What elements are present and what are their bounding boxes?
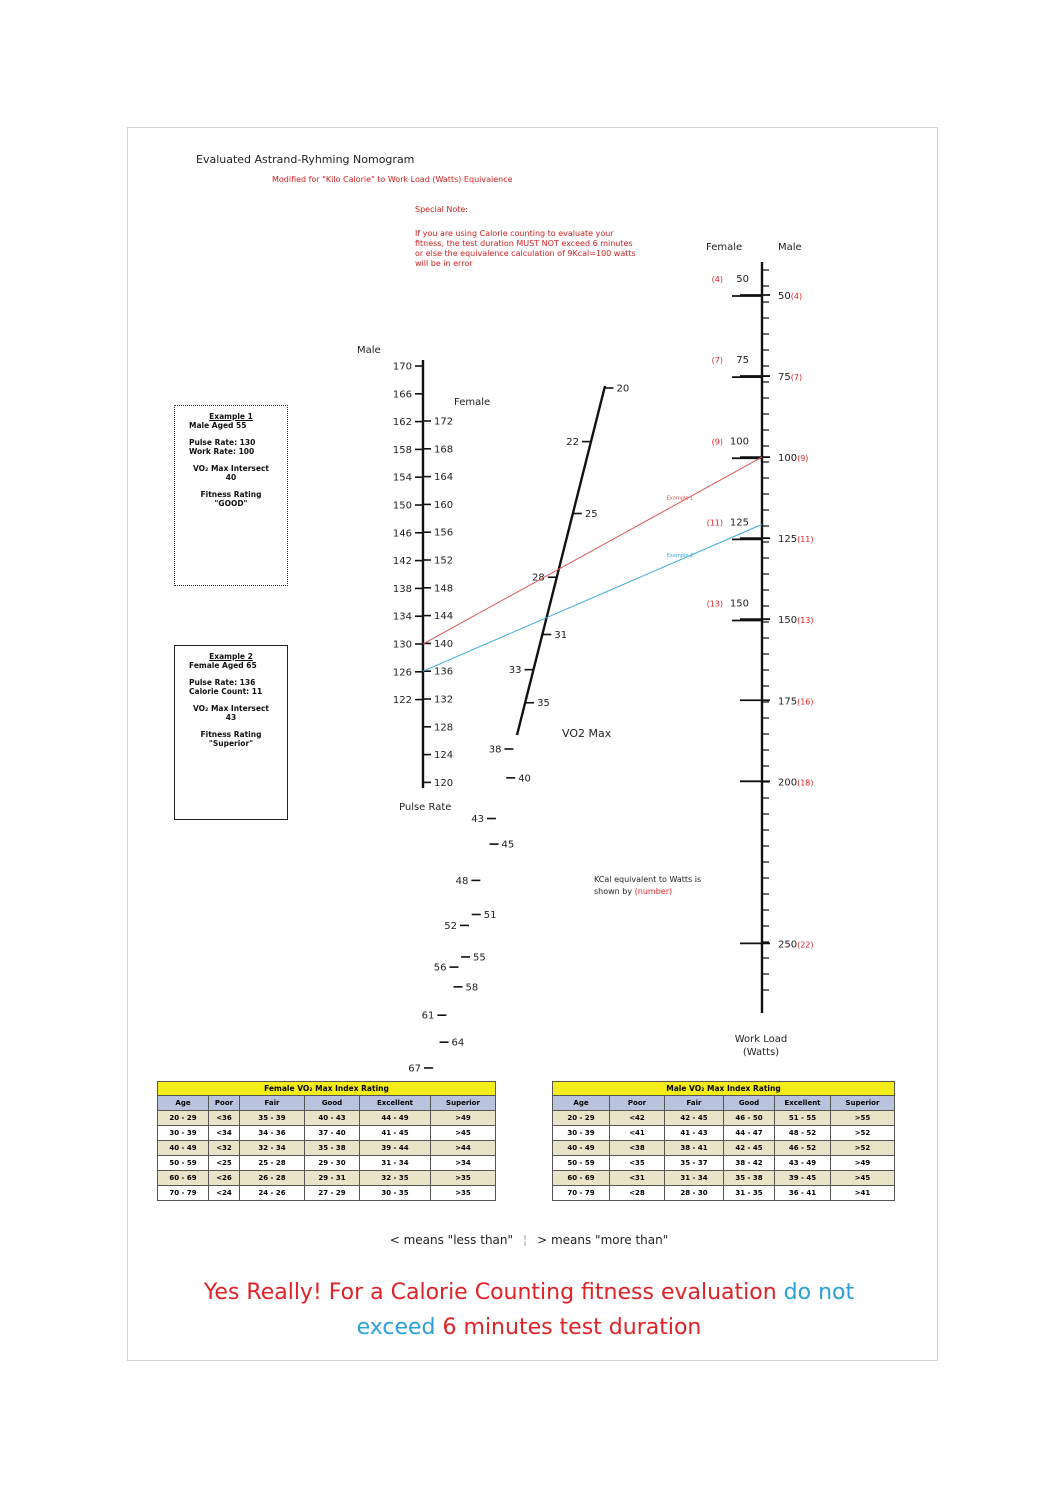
- table-cell: 31 - 35: [724, 1186, 775, 1201]
- table-cell: 36 - 41: [775, 1186, 831, 1201]
- male-table-row: [553, 1126, 895, 1141]
- table-cell: 43 - 49: [775, 1156, 831, 1171]
- male-table-row: [553, 1111, 895, 1126]
- female-col-fair: Fair: [240, 1096, 305, 1111]
- table-cell: <28: [610, 1186, 665, 1201]
- male-col-superior: Superior: [831, 1096, 895, 1111]
- pulse-male-label: 170: [392, 361, 412, 373]
- vo2-left-label: 52: [444, 920, 457, 932]
- table-cell: 24 - 26: [240, 1186, 305, 1201]
- vo2-right-label: 64: [451, 1037, 465, 1049]
- workload-female-watts: 150: [729, 598, 749, 610]
- table-cell: 20 - 29: [553, 1111, 610, 1126]
- table-cell: 30 - 39: [553, 1126, 610, 1141]
- pulse-female-label: 168: [434, 444, 454, 456]
- kcal-note-line-1: KCal equivalent to Watts is: [594, 875, 702, 884]
- male-col-poor: Poor: [610, 1096, 665, 1111]
- legend-less-than: < means "less than": [389, 1233, 514, 1247]
- workload-female-kcal: (4): [711, 275, 723, 284]
- pulse-female-label: 136: [434, 666, 454, 678]
- male-table-row: [553, 1186, 895, 1201]
- female-table-row: [158, 1126, 496, 1141]
- table-cell: <41: [610, 1126, 665, 1141]
- special-note-title: Special Note:: [415, 205, 468, 214]
- example-2-rating-label: Fitness Rating: [200, 730, 262, 739]
- table-cell: >45: [831, 1171, 895, 1186]
- table-cell: <34: [209, 1126, 240, 1141]
- table-cell: 46 - 50: [724, 1111, 775, 1126]
- vo2-left-label: 67: [408, 1063, 422, 1075]
- workload-female-kcal: (11): [706, 518, 723, 528]
- pulse-female-label: 152: [434, 555, 454, 567]
- page-subtitle: Modified for "Kilo Calorie" to Work Load (Watts) Equivalence: [272, 175, 513, 184]
- workload-female-watts: 75: [736, 355, 749, 367]
- table-cell: 42 - 45: [724, 1141, 775, 1156]
- table-cell: 39 - 45: [775, 1171, 831, 1186]
- example-2-vo2-value: 43: [225, 713, 237, 722]
- female-col-age: Age: [158, 1096, 209, 1111]
- workload-male-label: [778, 372, 802, 383]
- table-cell: >49: [831, 1156, 895, 1171]
- male-col-good: Good: [724, 1096, 775, 1111]
- table-cell: 31 - 34: [360, 1156, 431, 1171]
- workload-male-kcal: (13): [797, 616, 814, 626]
- workload-male-watts: 100: [778, 453, 798, 465]
- workload-female-kcal: (7): [711, 356, 723, 366]
- workload-male-kcal: (9): [797, 454, 809, 464]
- pulse-female-label: 156: [434, 527, 454, 539]
- example-1-rating-value: "GOOD": [214, 499, 248, 508]
- warning-part-3: exceed: [356, 1315, 436, 1340]
- table-cell: 46 - 52: [775, 1141, 831, 1156]
- vo2-left-label: 22: [566, 437, 579, 449]
- example-2-box: [174, 645, 288, 820]
- table-cell: 32 - 35: [360, 1171, 431, 1186]
- vo2-right-label: 31: [554, 629, 568, 641]
- example-1-rating-label: Fitness Rating: [200, 490, 262, 499]
- table-cell: 32 - 34: [240, 1141, 305, 1156]
- example-1-work: Work Rate: 100: [189, 447, 255, 456]
- table-cell: 35 - 38: [305, 1141, 360, 1156]
- example-2-title: Example 2: [209, 652, 253, 661]
- example-1-vo2-label: VO₂ Max Intersect: [193, 464, 269, 473]
- table-cell: 30 - 35: [360, 1186, 431, 1201]
- legend-more-than: > means "more than": [537, 1233, 669, 1247]
- pulse-male-label: 134: [392, 611, 412, 623]
- table-cell: 50 - 59: [158, 1156, 209, 1171]
- table-cell: 41 - 45: [360, 1126, 431, 1141]
- table-cell: 44 - 47: [724, 1126, 775, 1141]
- workload-male-watts: 200: [778, 777, 798, 789]
- workload-male-label: [778, 291, 802, 302]
- table-cell: 35 - 37: [665, 1156, 724, 1171]
- table-cell: <35: [610, 1156, 665, 1171]
- example-2-calorie: Calorie Count: 11: [189, 687, 263, 696]
- table-cell: 31 - 34: [665, 1171, 724, 1186]
- table-cell: 60 - 69: [158, 1171, 209, 1186]
- table-cell: >35: [431, 1171, 496, 1186]
- pulse-female-label: 128: [434, 722, 454, 734]
- workload-male-watts: 50: [778, 291, 791, 302]
- workload-footer-1: Work Load: [734, 1034, 788, 1045]
- warning-part-4: 6 minutes test duration: [435, 1315, 702, 1340]
- workload-female-kcal: (9): [711, 437, 723, 447]
- duration-warning: [180, 1275, 878, 1345]
- workload-female-watts: 50: [736, 274, 749, 285]
- table-cell: 70 - 79: [553, 1186, 610, 1201]
- vo2-left-label: 56: [433, 962, 447, 974]
- table-cell: <31: [610, 1171, 665, 1186]
- pulse-male-label: 122: [392, 695, 412, 707]
- example-line-2: [423, 524, 762, 671]
- table-cell: 44 - 49: [360, 1111, 431, 1126]
- table-cell: 40 - 43: [305, 1111, 360, 1126]
- workload-male-header: Male: [778, 242, 802, 253]
- pulse-male-label: 130: [392, 639, 412, 651]
- table-cell: 34 - 36: [240, 1126, 305, 1141]
- table-cell: 40 - 49: [553, 1141, 610, 1156]
- vo2-left-label: 61: [421, 1010, 435, 1022]
- workload-male-label: [778, 777, 814, 788]
- table-cell: 50 - 59: [553, 1156, 610, 1171]
- male-table-row: [553, 1156, 895, 1171]
- female-table-row: [158, 1171, 496, 1186]
- table-cell: 29 - 31: [305, 1171, 360, 1186]
- vo2-left-label: 38: [488, 744, 502, 756]
- vo2-right-label: 35: [537, 698, 550, 710]
- vo2-right-label: 40: [518, 773, 531, 785]
- example-1-box: [174, 405, 288, 586]
- warning-part-1: Yes Really! For a Calorie Counting fitness evaluation: [203, 1280, 784, 1305]
- vo2-right-label: 55: [473, 952, 486, 964]
- female-rating-table: [157, 1081, 496, 1201]
- vo2-right-label: 20: [616, 383, 630, 395]
- pulse-male-label: 162: [392, 417, 412, 429]
- pulse-female-label: 120: [434, 777, 454, 789]
- table-cell: 48 - 52: [775, 1126, 831, 1141]
- female-col-excellent: Excellent: [360, 1096, 431, 1111]
- pulse-female-label: 132: [434, 694, 454, 706]
- female-col-superior: Superior: [431, 1096, 496, 1111]
- table-cell: >52: [831, 1126, 895, 1141]
- table-cell: >35: [431, 1186, 496, 1201]
- table-cell: <32: [209, 1141, 240, 1156]
- table-cell: >52: [831, 1141, 895, 1156]
- workload-male-kcal: (18): [797, 778, 814, 788]
- vo2-right-label: 51: [483, 909, 497, 921]
- vo2-label: VO2 Max: [562, 727, 612, 740]
- female-table-row: [158, 1186, 496, 1201]
- pulse-footer: Pulse Rate: [399, 802, 452, 813]
- vo2-right-label: 58: [465, 982, 479, 994]
- table-cell: <24: [209, 1186, 240, 1201]
- table-cell: >55: [831, 1111, 895, 1126]
- workload-female-kcal: (13): [706, 599, 723, 609]
- workload-male-label: [778, 615, 814, 626]
- legend-separator: ¦: [523, 1233, 528, 1247]
- vo2-axis: [517, 386, 605, 735]
- workload-male-label: [778, 939, 814, 950]
- kcal-note-prefix: shown by: [594, 887, 635, 896]
- special-note-text: If you are using Calorie counting to evaluate your fitness, the test duration MUST NOT exceed 6 minutes or else the equivalence calculation of 9Kcal=100 watts will be in error: [415, 229, 636, 268]
- pulse-female-label: 172: [434, 416, 454, 428]
- table-cell: 40 - 49: [158, 1141, 209, 1156]
- workload-male-watts: 125: [778, 534, 798, 546]
- table-cell: 42 - 45: [665, 1111, 724, 1126]
- example-1-vo2-value: 40: [225, 473, 237, 482]
- table-cell: 29 - 30: [305, 1156, 360, 1171]
- table-cell: 38 - 41: [665, 1141, 724, 1156]
- table-cell: 28 - 30: [665, 1186, 724, 1201]
- workload-male-watts: 75: [778, 372, 791, 384]
- workload-female-watts: 125: [729, 517, 749, 529]
- example-line-label-1: Example 1: [666, 495, 694, 502]
- page-title: Evaluated Astrand-Ryhming Nomogram: [196, 153, 415, 166]
- pulse-male-label: 142: [392, 556, 412, 568]
- example-2-vo2-label: VO₂ Max Intersect: [193, 704, 269, 713]
- table-cell: 35 - 38: [724, 1171, 775, 1186]
- table-cell: 26 - 28: [240, 1171, 305, 1186]
- example-2-pulse: Pulse Rate: 136: [189, 678, 256, 687]
- table-cell: <25: [209, 1156, 240, 1171]
- female-col-poor: Poor: [209, 1096, 240, 1111]
- table-cell: 38 - 42: [724, 1156, 775, 1171]
- pulse-male-label: 138: [392, 583, 412, 595]
- pulse-female-label: 124: [434, 750, 454, 762]
- table-cell: <36: [209, 1111, 240, 1126]
- female-table-row: [158, 1156, 496, 1171]
- workload-male-label: [778, 453, 808, 464]
- table-cell: <26: [209, 1171, 240, 1186]
- workload-female-watts: 100: [729, 436, 749, 448]
- table-cell: 20 - 29: [158, 1111, 209, 1126]
- workload-male-kcal: (11): [797, 535, 814, 545]
- workload-female-header: Female: [706, 242, 743, 253]
- kcal-note-line-2: [594, 887, 672, 896]
- male-table-row: [553, 1171, 895, 1186]
- workload-male-watts: 250: [778, 939, 798, 951]
- table-cell: >44: [431, 1141, 496, 1156]
- example-line-1: [423, 457, 762, 644]
- pulse-male-label: 154: [392, 472, 412, 484]
- workload-male-label: [778, 696, 814, 707]
- pulse-female-label: 148: [434, 583, 454, 595]
- male-table-header-row: [553, 1096, 895, 1111]
- pulse-male-label: 126: [392, 667, 412, 679]
- female-table-row: [158, 1141, 496, 1156]
- table-cell: 37 - 40: [305, 1126, 360, 1141]
- workload-male-kcal: (4): [790, 292, 803, 301]
- male-rating-table: [552, 1081, 895, 1201]
- workload-male-watts: 175: [778, 696, 798, 708]
- table-cell: 25 - 28: [240, 1156, 305, 1171]
- pulse-female-header: Female: [454, 397, 491, 408]
- example-2-rating-value: "Superior": [208, 739, 254, 748]
- male-col-excellent: Excellent: [775, 1096, 831, 1111]
- vo2-left-label: 48: [455, 875, 469, 887]
- vo2-left-label: 43: [471, 814, 484, 826]
- workload-male-kcal: (7): [790, 373, 803, 383]
- vo2-right-label: 25: [584, 509, 598, 521]
- workload-male-kcal: (22): [797, 940, 814, 950]
- female-table-row: [158, 1111, 496, 1126]
- workload-male-kcal: (16): [797, 697, 814, 707]
- table-cell: >34: [431, 1156, 496, 1171]
- vo2-right-label: 45: [501, 839, 515, 851]
- table-cell: >45: [431, 1126, 496, 1141]
- workload-male-label: [778, 534, 814, 545]
- male-col-fair: Fair: [665, 1096, 724, 1111]
- table-cell: 51 - 55: [775, 1111, 831, 1126]
- pulse-male-label: 166: [392, 389, 412, 401]
- example-1-title: Example 1: [209, 412, 253, 421]
- table-cell: 35 - 39: [240, 1111, 305, 1126]
- pulse-male-label: 158: [392, 444, 412, 456]
- workload-male-watts: 150: [778, 615, 798, 627]
- table-cell: 70 - 79: [158, 1186, 209, 1201]
- table-cell: <38: [610, 1141, 665, 1156]
- table-cell: 39 - 44: [360, 1141, 431, 1156]
- workload-footer-2: (Watts): [742, 1047, 780, 1058]
- table-cell: 27 - 29: [305, 1186, 360, 1201]
- male-table-row: [553, 1141, 895, 1156]
- table-cell: <42: [610, 1111, 665, 1126]
- pulse-male-label: 150: [392, 500, 412, 512]
- pulse-female-label: 140: [434, 638, 454, 650]
- pulse-male-header: Male: [357, 345, 381, 356]
- example-1-pulse: Pulse Rate: 130: [189, 438, 256, 447]
- female-col-good: Good: [305, 1096, 360, 1111]
- warning-part-2: do not: [783, 1280, 855, 1305]
- pulse-female-label: 160: [434, 499, 454, 511]
- table-cell: 60 - 69: [553, 1171, 610, 1186]
- table-cell: 41 - 43: [665, 1126, 724, 1141]
- example-2-subject: Female Aged 65: [189, 661, 257, 670]
- vo2-left-label: 33: [508, 665, 522, 677]
- example-1-subject: Male Aged 55: [189, 421, 247, 430]
- symbol-legend: [0, 1233, 1058, 1247]
- pulse-female-label: 164: [434, 472, 454, 484]
- table-cell: >49: [431, 1111, 496, 1126]
- example-line-label-2: Example 2: [666, 552, 694, 559]
- female-table-title: Female VO₂ Max Index Rating: [157, 1081, 496, 1095]
- male-table-title: Male VO₂ Max Index Rating: [552, 1081, 895, 1095]
- table-cell: 30 - 39: [158, 1126, 209, 1141]
- female-table-header-row: [158, 1096, 496, 1111]
- male-col-age: Age: [553, 1096, 610, 1111]
- pulse-male-label: 146: [392, 528, 412, 540]
- vo2-left-label: 28: [532, 572, 545, 584]
- pulse-female-label: 144: [434, 611, 454, 623]
- kcal-note-highlight: (number): [634, 887, 673, 896]
- table-cell: >41: [831, 1186, 895, 1201]
